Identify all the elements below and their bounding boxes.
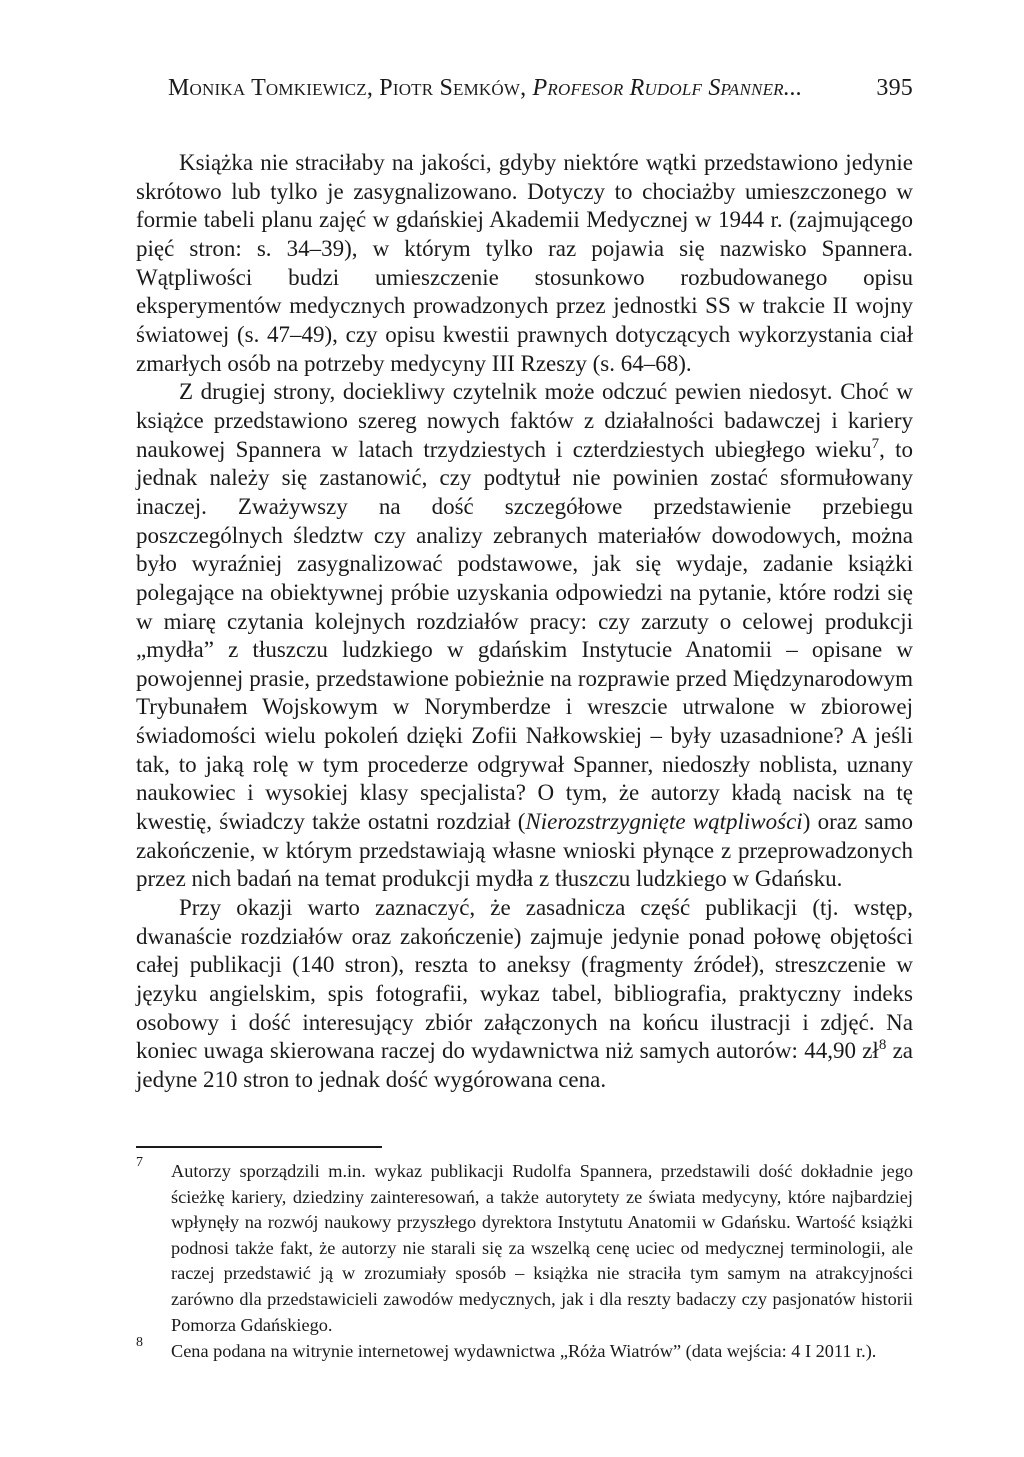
paragraph-1: Książka nie straciłaby na jakości, gdyby niektóre wątki przedstawiono jedynie skrótowo lub tylko je zasygnalizowano. Dotyczy to chociażby umieszczonego w formie tabeli planu zajęć w gdańskiej Akademii Medycznej w 1944 r. (zajmującego pięć stron: s. 34–39), w którym tylko raz pojawia się nazwisko Spannera. Wątpliwości budzi umieszczenie stosunkowo rozbudowanego opisu eksperymentów medycznych prowadzonych przez jednostki SS w trakcie II wojny światowej (s. 47–49), czy opisu kwestii prawnych dotyczących wykorzystania ciał zmarłych osób na potrzeby medycyny III Rzeszy (s. 64–68).: [136, 150, 913, 376]
paragraph-2-part-b: , to jednak należy się zastanowić, czy podtytuł nie powinien zostać sformułowany inaczej. Zważywszy na dość szczegółowe przedstawienie przebiegu poszczególnych śledztw czy analizy zebranych materiałów dowodowych, można było wyraźniej zasygnalizować podstawowe, jak się wydaje, zadanie książki polegające na obiektywnej próbie uzyskania odpowiedzi na pytanie, które rodzi się w miarę czytania kolejnych rozdziałów pracy: czy zarzuty o celowej produkcji „mydła” z tłuszczu ludzkiego w gdańskim Instytucie Anatomii – opisane w powojennej prasie, przedstawione pobieżnie na rozprawie przed Międzynarodowym Trybunałem Wojskowym w Norymberdze i wreszcie utrwalone w zbiorowej świadomości wielu pokoleń dzięki Zofii Nałkowskiej – były uzasadnione? A jeśli tak, to jaką rolę w tym procederze odgrywał Spanner, niedoszły noblista, uznany naukowiec i wysokiej klasy specjalista? O tym, że autorzy kładą nacisk na tę kwestię, świadczy także ostatni rozdział (: [136, 436, 914, 835]
running-head-authors: Monika Tomkiewicz, Piotr Semków,: [168, 75, 533, 101]
paragraph-2-part-c: ) oraz samo zakończenie, w którym przedstawiają własne wnioski płynące z przeprowadzonych przez nich badań na temat produkcji mydła z tłuszczu ludzkiego w Gdańsku.: [136, 809, 913, 892]
footnote-number: 8: [136, 1335, 143, 1351]
footnote-separator: [136, 1146, 382, 1148]
running-head: [168, 73, 913, 107]
paragraph-3-part-a: Przy okazji warto zaznaczyć, że zasadnicza część publikacji (tj. wstęp, dwanaście rozdziałów oraz zakończenie) zajmuje jedynie ponad połowę objętości całej publikacji (140 stron), reszta to aneksy (fragmenty źródeł), streszczenie w języku angielskim, spis fotografii, wykaz tabel, bibliografia, praktyczny indeks osobowy i dość interesujący zbiór załączonych na końcu ilustracji i zdjęć. Na koniec uwaga skierowana raczej do wydawnictwa niż samych autorów: 44,90 zł: [136, 895, 913, 1064]
paragraph-2-part-a: Z drugiej strony, dociekliwy czytelnik może odczuć pewien niedosyt. Choć w książce przedstawiono szereg nowych faktów z działalności badawczej i kariery naukowej Spannera w latach trzydziestych i czterdziestych ubiegłego wieku: [136, 379, 913, 462]
running-head-title: Profesor Rudolf Spanner...: [532, 75, 803, 101]
body-text: [136, 149, 913, 1095]
paragraph-2: [136, 378, 913, 894]
footnote-number: 7: [136, 1155, 143, 1170]
paragraph-3-part-b: za jedyne 210 stron to jednak dość wygórowana cena.: [136, 1038, 913, 1092]
footnote-text: Autorzy sporządzili m.in. wykaz publikacji Rudolfa Spannera, przedstawili dość dokładnie jego ścieżkę kariery, dziedziny zainteresowań, a także autorytety ze świata medycyny, które najbardziej wpłynęły na rozwój naukowy przyszłego dyrektora Instytutu Anatomii w Gdańsku. Wartość książki podnosi także fakt, że autorzy nie starali się za wszelką cenę uciec od medycznej terminologii, ale raczej przedstawić ją w zrozumiały sposób – książka nie straciła tym samym na atrakcyjności zarówno dla przedstawicieli zawodów medycznych, jak i dla reszty badaczy czy pasjonatów historii Pomorza Gdańskiego.: [171, 1161, 913, 1335]
footnote-ref-7: 7: [871, 435, 880, 452]
footnote-ref-8: 8: [878, 1037, 887, 1054]
footnote-7: [136, 1155, 913, 1338]
footnote-text: Cena podana na witrynie internetowej wydawnictwa „Róża Wiatrów” (data wejścia: 4 I 2011 r.).: [171, 1341, 877, 1362]
paragraph-3: [136, 894, 913, 1095]
footnotes: [136, 1155, 913, 1365]
footnote-8: [136, 1335, 913, 1365]
page-number: 395: [876, 75, 913, 101]
chapter-title-italic: Nierozstrzygnięte wątpliwości: [525, 809, 803, 835]
